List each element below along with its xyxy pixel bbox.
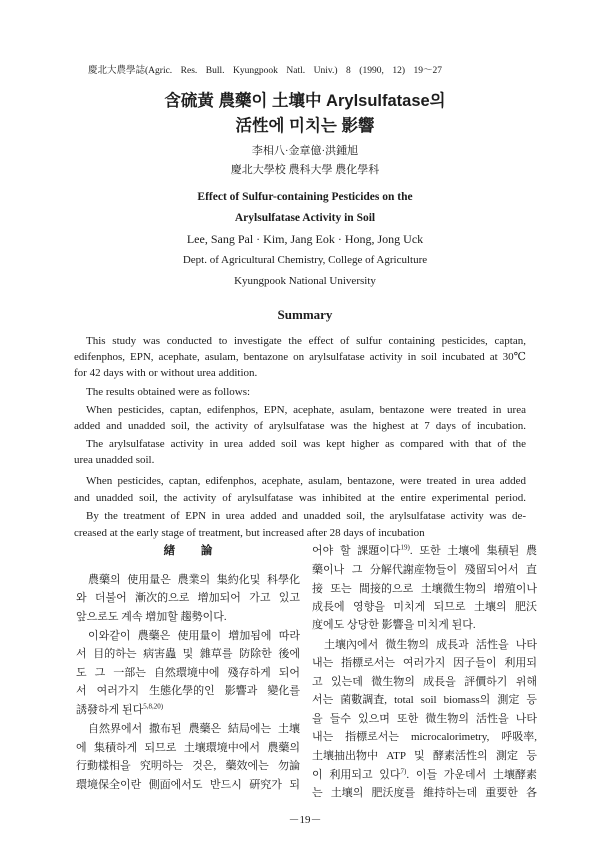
title-english-line: Effect of Sulfur-containing Pesticides on the <box>197 191 413 203</box>
summary-line: edifenphos, EPN, acephate, asulam, bentazone on arylsulfatase activity in soil incubated at 30℃ <box>74 351 526 363</box>
intro-right-line: 서는 菌數調査, total soil biomass의 測定 등 <box>312 694 537 706</box>
summary-line: creased at the early stage of treatment, but increased after 28 days of incubation <box>74 527 425 539</box>
intro-left-line: 와 더불어 漸次的으로 增加되어 가고 있고 <box>76 592 300 604</box>
title-english-line: Arylsulfatase Activity in Soil <box>234 212 376 224</box>
summary-line: for 42 days with or without urea addition. <box>74 367 258 379</box>
summary-line: When pesticides, captan, edifenphos, EPN, acephate, asulam, bentazone were treated in urea <box>86 404 526 416</box>
running-header: 慶北大農學誌(Agric. Res. Bull. Kyungpook Natl. Univ.) 8 (1990, 12) 19～27 <box>88 66 442 76</box>
intro-right-line: 내는 指標로서는 여러가지 因子들이 利用되 <box>312 657 537 669</box>
affiliation-korean: 慶北大學校 農科大學 農化學科 <box>230 164 380 176</box>
intro-left-line: 앞으로도 계속 增加할 趨勢이다. <box>76 611 227 623</box>
intro-right-line: 藥이나 그 分解代謝産物들이 殘留되어서 直 <box>312 564 537 576</box>
intro-left-line-text: 誘發하게 된다 <box>76 704 144 716</box>
intro-right-line: 土壤抽出物中 ATP 및 酵素活性의 測定 등 <box>312 750 537 762</box>
authors-english: Lee, Sang Pal · Kim, Jang Eok · Hong, Jong Uck <box>186 232 424 246</box>
summary-line: This study was conducted to investigate the effect of sulfur containing pesticides, captan, <box>86 335 526 347</box>
summary-line: added and unadded soil, the activity of arylsulfatase was the highest at 7 days of incubation. <box>74 420 526 432</box>
summary-heading: Summary <box>277 307 333 322</box>
intro-heading: 緖 論 <box>163 545 213 557</box>
page-number: －19－ <box>288 814 322 826</box>
intro-left-line <box>76 702 300 719</box>
summary-line: The arylsulfatase activity in urea added soil was kept higher as compared with that of the <box>86 438 526 450</box>
intro-right-line-text: 이 利用되고 있다 <box>312 769 401 781</box>
summary-line: The results obtained were as follows: <box>86 386 251 398</box>
summary-line: and unadded soil, the activity of arylsulfatase was inhibited at the entire experimental period. <box>74 492 526 504</box>
affiliation-english-line: Kyungpook National University <box>234 275 376 287</box>
intro-left-line: 에 集積하게 되므로 土壤環境中에서 農藥의 <box>76 742 300 754</box>
citation-superscript: 19) <box>400 543 410 552</box>
intro-left-line: 서 여러가지 生態化學的인 影響과 變化를 <box>76 685 300 697</box>
intro-left-line: 自然界에서 撒布된 農藥은 結局에는 土壤 <box>88 723 300 735</box>
intro-right-line-text: 어야 할 課題이다 <box>312 545 401 557</box>
intro-right-line: 을 들수 있으며 또한 微生物의 活性을 나타 <box>312 713 537 725</box>
intro-right-line: 는 土壤의 肥沃度를 維持하는데 重要한 各 <box>312 787 537 799</box>
intro-left-line: 農藥의 使用量은 農業의 集約化및 科學化 <box>88 574 300 586</box>
title-korean-line: 含硫黃 農藥이 土壤中 Arylsulfatase의 <box>164 92 446 110</box>
intro-left-line: 環境保全이란 側面에서도 반드시 硏究가 되 <box>76 779 300 791</box>
intro-right-line: 내는 指標로서는 microcalorimetry, 呼吸率, <box>312 731 537 743</box>
intro-right-line: 接 또는 間接的으로 土壤微生物의 增殖이나 <box>312 583 537 595</box>
summary-line: urea unadded soil. <box>74 454 155 466</box>
summary-line: When pesticides, captan, edifenphos, acephate, asulam, bentazone, were treated in urea added <box>86 475 526 487</box>
intro-right-line: 度에도 상당한 影響을 미치게 된다. <box>312 619 476 631</box>
title-korean-line: 活性에 미치는 影響 <box>235 117 375 135</box>
intro-left-line: 도 그 一部는 自然環境中에 殘存하게 되어 <box>76 667 300 679</box>
intro-right-line-text: . 이들 가운데서 土壤酵素 <box>406 769 537 781</box>
intro-right-line-text: . 또한 土壤에 集積된 農 <box>409 545 537 557</box>
intro-left-line: 行動樣相을 究明하는 것은, 藥效에는 勿論 <box>76 760 300 772</box>
affiliation-english-line: Dept. of Agricultural Chemistry, College of Agriculture <box>182 254 428 266</box>
intro-right-line: 成長에 영향을 미치게 되므로 土壤의 肥沃 <box>312 601 537 613</box>
intro-right-line <box>312 543 537 560</box>
intro-right-line: 土壤內에서 微生物의 成長과 活性을 나타 <box>324 639 537 651</box>
summary-line: By the treatment of EPN in urea added and unadded soil, the arylsulfatase activity was de- <box>86 510 526 522</box>
citation-superscript: 5,8,20) <box>143 702 164 711</box>
intro-right-line <box>312 767 537 784</box>
intro-left-line: 서 目的하는 病害蟲 및 雜草를 防除한 後에 <box>76 648 300 660</box>
intro-left-line: 이와같이 農藥은 使用量이 增加됨에 따라 <box>88 630 300 642</box>
citation-superscript: 7) <box>400 767 407 776</box>
intro-right-line: 고 있는데 微生物의 成長을 評價하기 위해 <box>312 676 537 688</box>
authors-korean: 李相八·金章億·洪鍾旭 <box>251 145 359 157</box>
